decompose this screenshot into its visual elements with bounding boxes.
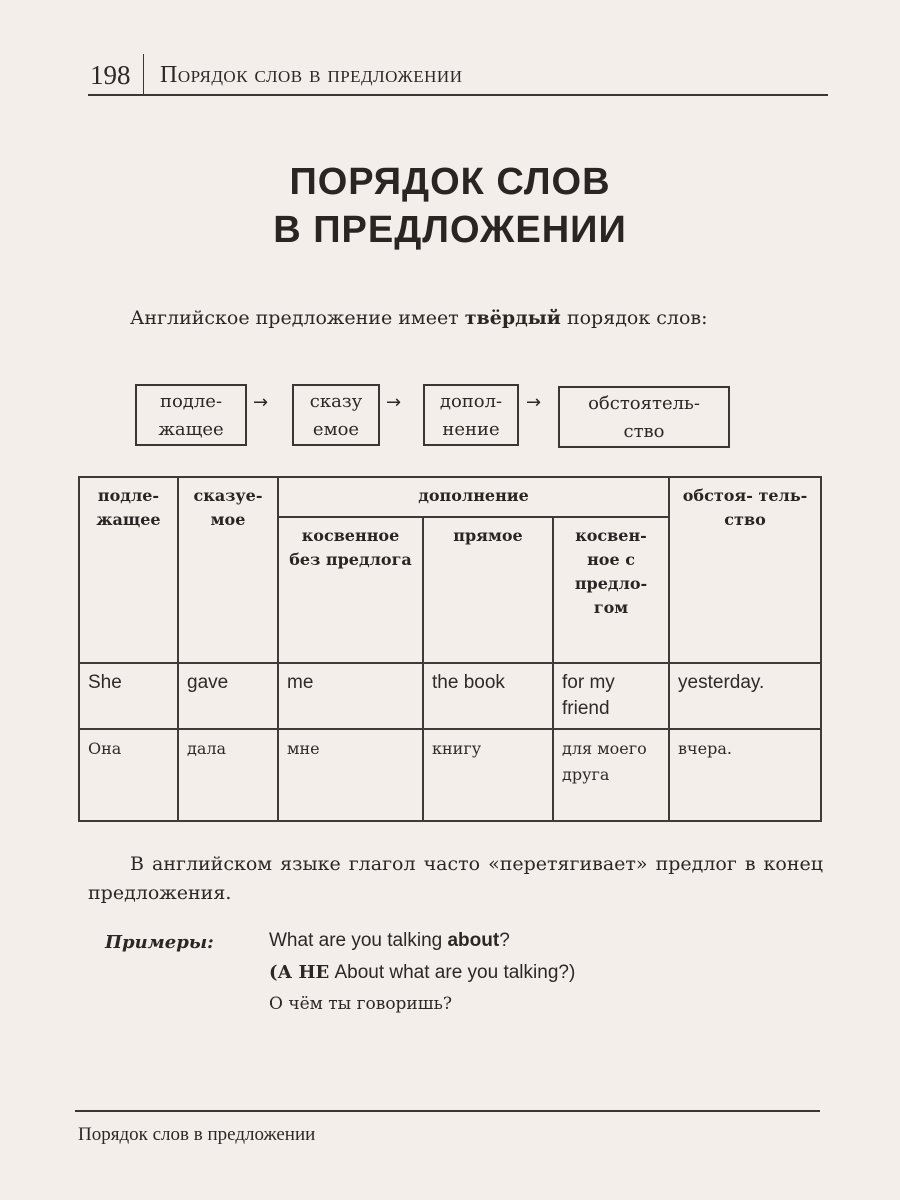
footer-title: Порядок слов в предложении (78, 1124, 316, 1145)
flow-box-adverbial (558, 386, 730, 448)
table-cell: me (278, 663, 423, 729)
flow-box-line: нение (442, 419, 500, 440)
example-text: What are you talking (269, 930, 448, 951)
note-text: В английском языке глагол часто «перетягивает» предлог в конец предложения. (88, 853, 823, 904)
intro-text-end: порядок слов: (560, 307, 708, 329)
intro-paragraph (88, 304, 823, 333)
arrow-right-icon: → (253, 392, 269, 413)
example-not-label: А НЕ (277, 962, 330, 983)
example-text: ? (499, 930, 510, 951)
flow-box-subject (135, 384, 247, 446)
page-title-line-2: В ПРЕДЛОЖЕНИИ (273, 209, 627, 251)
example-russian: О чём ты говоришь? (269, 994, 452, 1014)
footer-divider (75, 1110, 820, 1112)
table-cell: вчера. (669, 729, 821, 821)
table-cell: yesterday. (669, 663, 821, 729)
flow-box-line: жащее (158, 419, 224, 440)
header-indirect-object: косвенное без предлога (278, 517, 423, 663)
example-incorrect (269, 962, 575, 984)
table-cell: gave (178, 663, 278, 729)
flow-box-line: сказу (309, 391, 363, 412)
table-cell: книгу (423, 729, 553, 821)
table-cell: мне (278, 729, 423, 821)
table-row-english (79, 663, 821, 729)
example-bold-word: about (447, 930, 500, 951)
flow-box-line: допол- (439, 391, 503, 412)
flow-box-object (423, 384, 519, 446)
arrow-right-icon: → (526, 392, 542, 413)
flow-box-line: обстоятель- (588, 393, 700, 414)
table-cell: for my friend (553, 663, 669, 729)
table-cell: She (79, 663, 178, 729)
arrow-right-icon: → (386, 392, 402, 413)
header-divider (143, 54, 144, 96)
header-subject: подле- жащее (79, 477, 178, 663)
example-english (269, 930, 510, 952)
table-cell: the book (423, 663, 553, 729)
intro-bold-word: твёрдый (464, 307, 561, 329)
header-predicate: сказуе- мое (178, 477, 278, 663)
flow-box-line: подле- (159, 391, 223, 412)
page-number: 198 (90, 60, 131, 90)
flow-box-line: емое (312, 419, 360, 440)
example-text: About what are you talking?) (329, 962, 576, 983)
example-text: ( (269, 962, 278, 983)
table-cell: дала (178, 729, 278, 821)
header-adverbial: обстоя- тель- ство (669, 477, 821, 663)
intro-text: Английское предложение имеет (130, 307, 465, 329)
header-direct-object: прямое (423, 517, 553, 663)
header-prepositional-object: косвен- ное с предло- гом (553, 517, 669, 663)
running-head (88, 54, 828, 96)
table-row-russian (79, 729, 821, 821)
table-cell: Она (79, 729, 178, 821)
sentence-structure-table (78, 476, 822, 822)
running-head-title: Порядок слов в предложении (160, 62, 463, 88)
flow-box-predicate (292, 384, 380, 446)
page-title-line-1: ПОРЯДОК СЛОВ (289, 161, 611, 203)
examples-label: Примеры: (105, 932, 214, 953)
header-object: дополнение (278, 477, 669, 517)
table-cell: для моего друга (553, 729, 669, 821)
flow-box-line: ство (623, 421, 665, 442)
page-title (0, 158, 900, 254)
note-paragraph (88, 850, 823, 908)
